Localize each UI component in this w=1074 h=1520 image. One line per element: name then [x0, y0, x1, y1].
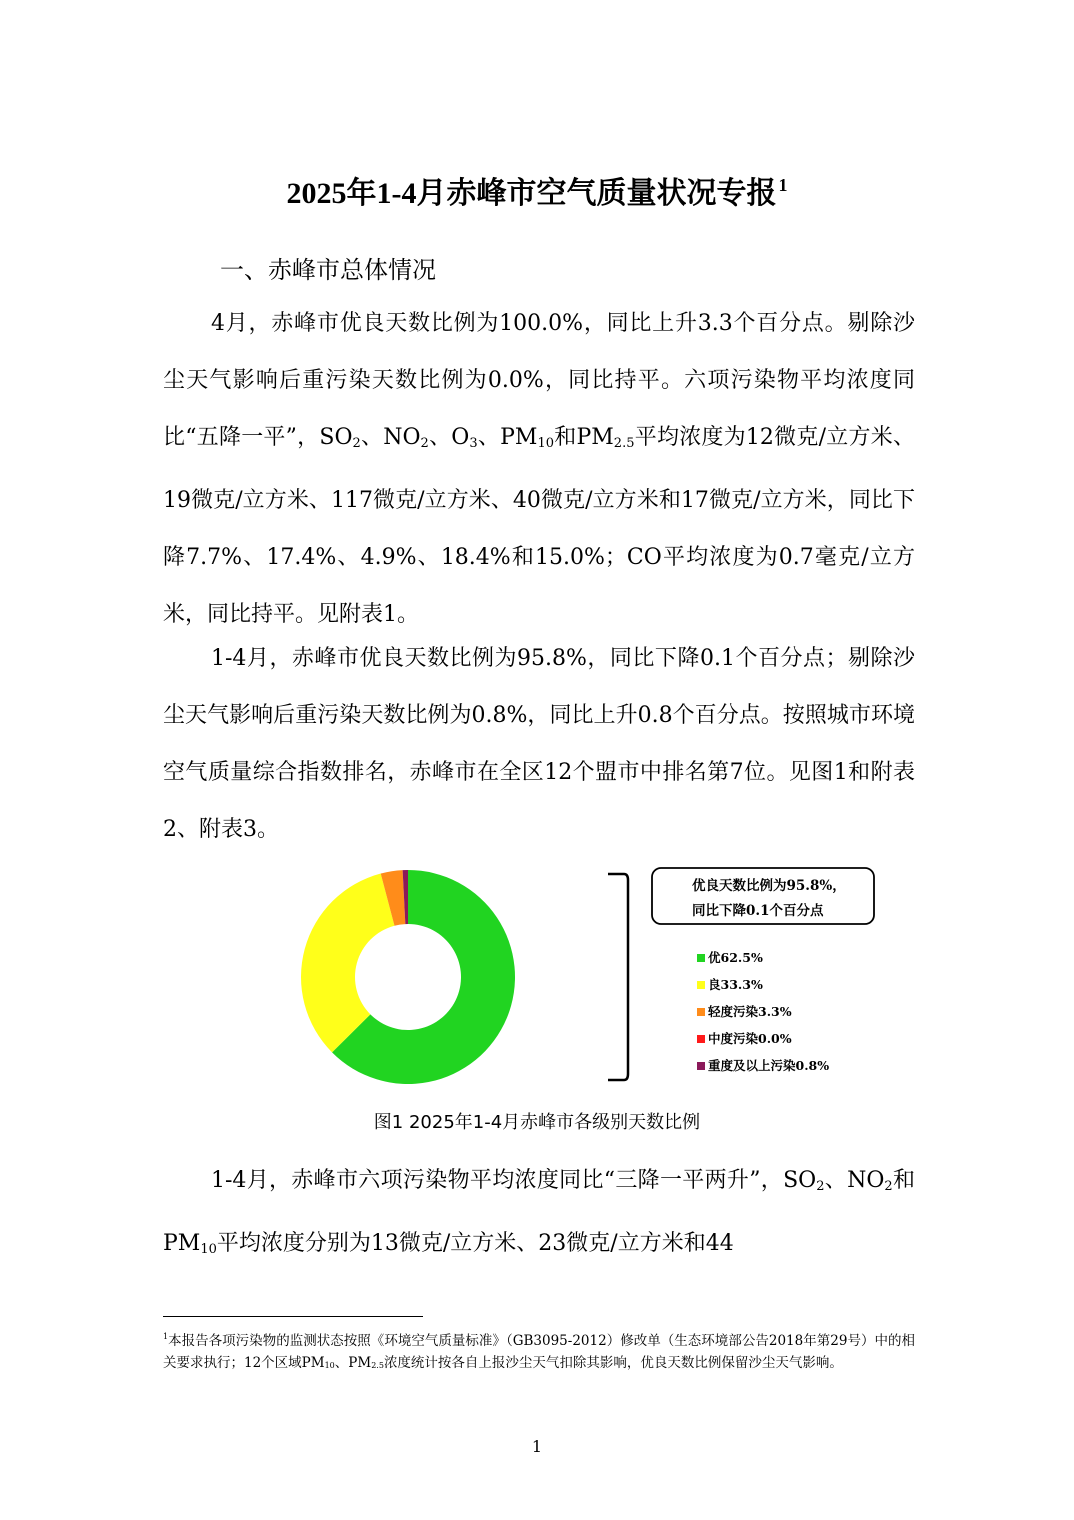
sub-pm10: 10: [537, 436, 554, 451]
page-number: 1: [531, 1437, 543, 1456]
p3-text-c: 和PM: [163, 1168, 915, 1256]
legend-label-1: 优62.5%: [708, 950, 763, 965]
section-heading: 一、赤峰市总体情况: [220, 256, 436, 284]
sub-so2: 2: [352, 436, 361, 451]
p1-text-e: 和PM: [553, 425, 614, 450]
footnote-text-b: 、PM: [334, 1355, 372, 1371]
title-footnote-mark: 1: [778, 175, 788, 195]
legend-label-5: 重度及以上污染0.8%: [708, 1058, 830, 1073]
sub-pm10-2: 10: [200, 1242, 217, 1257]
p1-text-d: 、PM: [477, 425, 538, 450]
legend-swatch-3: [697, 1008, 705, 1016]
chart-legend: [697, 950, 829, 1073]
p3-text-d: 平均浓度分别为13微克/立方米、23微克/立方米和44: [216, 1231, 734, 1256]
sub-no2-2: 2: [884, 1179, 893, 1194]
legend-label-3: 轻度污染3.3%: [708, 1004, 792, 1019]
p2-text: 1-4月，赤峰市优良天数比例为95.8%，同比下降0.1个百分点；剔除沙尘天气影响后重污染天数比例为0.8%，同比上升0.8个百分点。按照城市环境空气质量综合指数排名，赤峰市在全区12个盟市中排名第7位。见图1和附表2、附表3。: [163, 646, 915, 842]
chart-bracket: [608, 874, 628, 1080]
footnote: [163, 1326, 915, 1377]
p1-text-c: 、O: [428, 425, 470, 450]
figure-caption: 图1 2025年1-4月赤峰市各级别天数比例: [373, 1112, 701, 1133]
sub-so2-2: 2: [816, 1179, 825, 1194]
paragraph-jan-apr: [163, 630, 915, 858]
footnote-mark: 1: [163, 1332, 169, 1341]
footnote-sub-pm25: 2.5: [371, 1361, 384, 1370]
callout-line-2: 同比下降0.1个百分点: [692, 903, 824, 919]
legend-swatch-5: [697, 1062, 705, 1070]
footnote-text-c: 浓度统计按各自上报沙尘天气扣除其影响，优良天数比例保留沙尘天气影响。: [383, 1355, 843, 1371]
sub-pm25: 2.5: [613, 436, 635, 451]
legend-swatch-2: [697, 981, 705, 989]
sub-no2: 2: [420, 436, 429, 451]
legend-label-4: 中度污染0.0%: [708, 1031, 792, 1046]
callout-line-1: 优良天数比例为95.8%，: [692, 878, 846, 894]
legend-swatch-4: [697, 1035, 705, 1043]
donut-chart: [290, 860, 900, 1100]
legend-swatch-1: [697, 954, 705, 962]
donut-slices: [301, 870, 515, 1084]
p3-text-a: 1-4月，赤峰市六项污染物平均浓度同比“三降一平两升”，SO: [211, 1168, 817, 1193]
footnote-text-a: 本报告各项污染物的监测状态按照《环境空气质量标准》（GB3095-2012）修改单（生态环境部公告2018年第29号）中的相关要求执行；12个区域PM: [163, 1333, 915, 1371]
footnote-sub-pm10: 10: [324, 1361, 335, 1370]
paragraph-april: [163, 295, 915, 643]
p1-text-b: 、NO: [360, 425, 421, 450]
report-title: [0, 168, 1074, 212]
p1-text-f: 平均浓度为12微克/立方米、19微克/立方米、117微克/立方米、40微克/立方米和17微克/立方米，同比下降7.7%、17.4%、4.9%、18.4%和15.0%；CO平均浓度为0.7毫克/立方米，同比持平。见附表1。: [163, 425, 915, 627]
p3-text-b: 、NO: [824, 1168, 885, 1193]
footnote-divider: [163, 1316, 423, 1317]
title-text: 2025年1-4月赤峰市空气质量状况专报: [286, 177, 777, 210]
legend-label-2: 良33.3%: [708, 977, 763, 992]
sub-o3: 3: [469, 436, 478, 451]
paragraph-pollutants: [163, 1152, 915, 1278]
p1-text-a: 4月，赤峰市优良天数比例为100.0%，同比上升3.3个百分点。剔除沙尘天气影响后重污染天数比例为0.0%，同比持平。六项污染物平均浓度同比“五降一平”，SO: [163, 311, 915, 450]
